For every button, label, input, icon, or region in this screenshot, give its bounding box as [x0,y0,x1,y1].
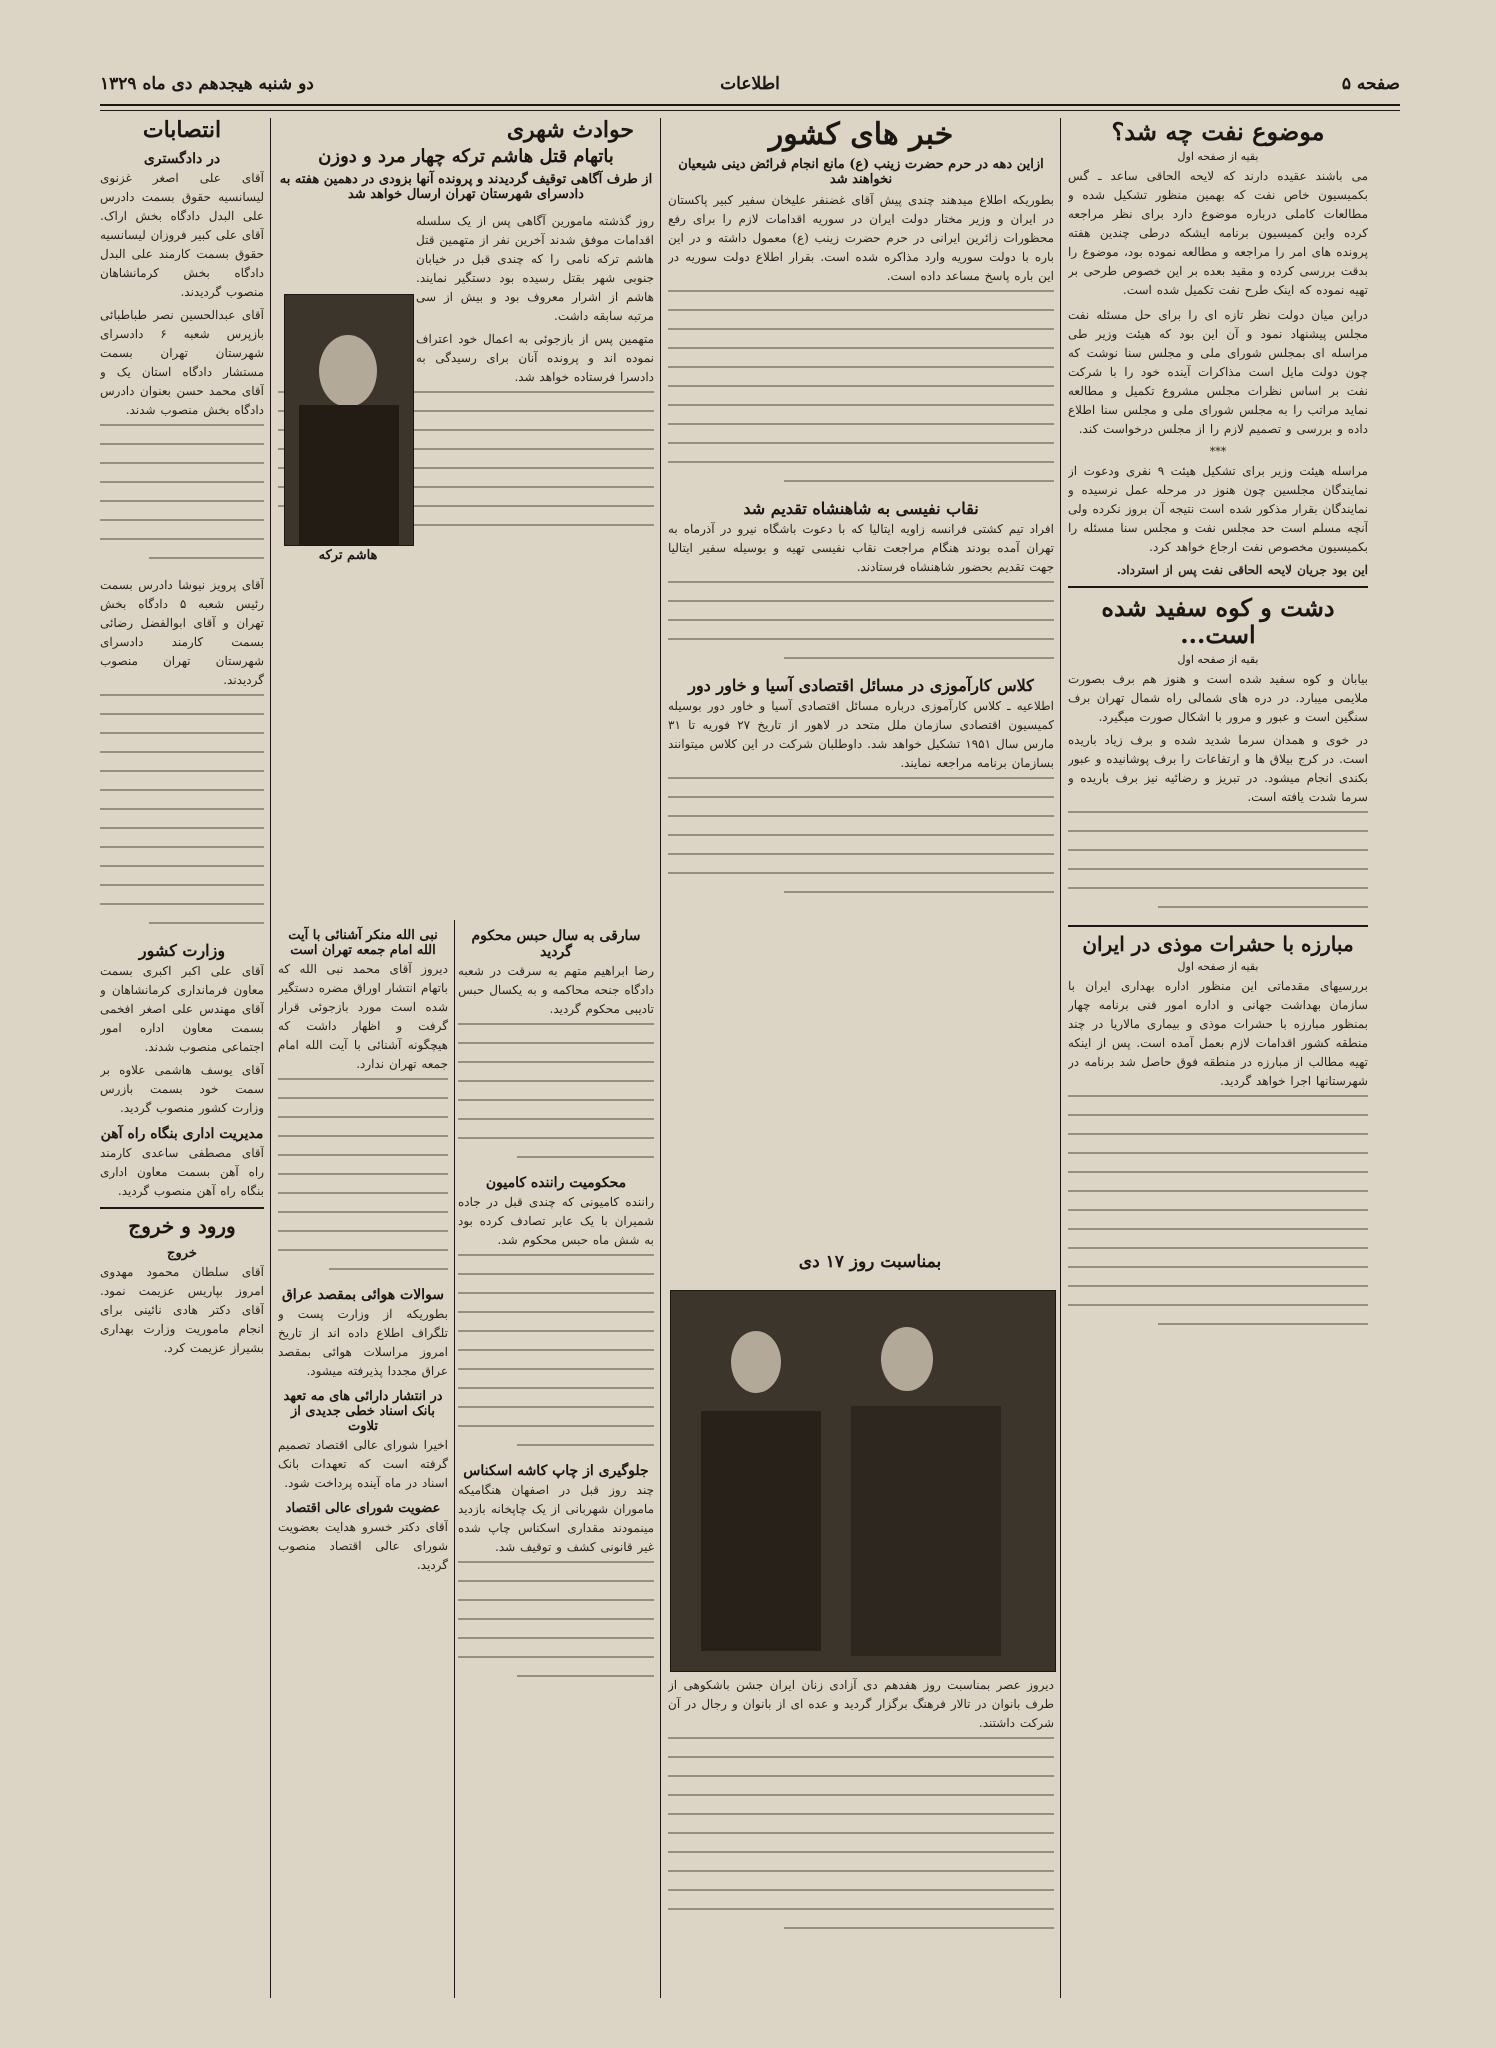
article-closing: این بود جریان لایحه الحاقی نفت پس از استرداد. [1116,562,1368,577]
article-text: اخیرا شورای عالی اقتصاد تصمیم گرفته است که تعهدات بانک اسناد در ماه آینده پرداخت شود. [278,1438,448,1490]
article-sub: بقیه از صفحه اول [1177,149,1259,163]
photo-figure [731,1331,781,1393]
article-text: چند روز قبل در اصفهان هنگامیکه ماموران شهربانی از یک چاپخانه بازدید مینمودند مقداری اسکناس چاپ شده غیر قانونی کشف و توقیف شد. [458,1483,654,1554]
article-text: آقای عبدالحسین نصر طباطبائی بازپرس شعبه ۶ دادسرای شهرستان تهران بسمت مستشار دادگاه استان یک و آقای محمد حسن بعنوان دادرس دادگاه بخش منصوب شدند. [100,308,264,418]
text-lines [1068,1095,1368,1325]
separator: *** [1209,444,1227,458]
text-lines [1068,811,1368,908]
photo-caption: بمناسبت روز ۱۷ دی [798,1252,942,1272]
masthead-rule-thin [100,110,1400,111]
article-text: اطلاعیه ـ کلاس کارآموزی درباره مسائل اقتصادی آسیا و خاور دور بوسیله کمیسیون اقتصادی سازمان ملل متحد در لاهور از تاریخ ۲۷ فوریه تا ۳۱ مارس سال ۱۹۵۱ تشکیل خواهد شد. داوطلبان شرکت در این کلاس میتوانند بسازمان برنامه مراجعه نمایند. [668,698,1054,770]
column-city-news-right [458,920,654,2000]
article-text: دیروز عصر بمناسبت روز هفدهم دی آزادی زنان ایران جشن باشکوهی از طرف بانوان در تالار فرهنگ برگزار گردید و عده ای از بانوان و رجال در آن شرکت داشتند. [668,1678,1054,1730]
article-text: بررسیهای مقدماتی این منظور اداره بهداری ایران با سازمان بهداشت جهانی و اداره امور فنی برنامه چهار بمنظور مبارزه با حشرات موذی و بیماری مالاریا در چند منطقه کشور اقدامات لازم بعمل آمده است. پس از اینکه تهیه مطالب از مبارزه در منطقه فوق حاصل شد برنامه در شهرستانها اجرا خواهد گردید. [1068,978,1368,1088]
article-text: افراد تیم کشتی فرانسه زاویه ایتالیا که با دعوت باشگاه نیرو در آذرماه به تهران آمده بودند هنگام مراجعت نقاب نفیسی تهیه و بوسیله سفیر ایتالیا جهت تقدیم بحضور شاهنشاه فرستادند. [668,521,1054,574]
text-lines [458,1254,654,1446]
text-lines [668,777,1054,893]
article-title: دشت و کوه سفید شده است... [1101,592,1335,650]
column-divider [270,118,271,1998]
text-lines [100,424,264,559]
newspaper-name: اطلاعات [720,74,780,94]
photo-face [319,335,377,407]
article-title: مدیریت اداری بنگاه راه آهن [100,1126,264,1143]
text-lines [278,1078,448,1270]
text-lines [458,1561,654,1677]
article-text: آقای پرویز نیوشا دادرس بسمت رئیس شعبه ۵ دادگاه بخش تهران و آقای ابوالفضل رضائی بسمت کارمند دادسرای شهرستان تهران منصوب گردیدند. [100,578,264,688]
section-title: انتصابات [142,118,222,143]
article-title: سارقی به سال حبس محکوم گردید [471,928,641,960]
text-lines [100,694,264,924]
photo-figure-body [701,1411,821,1651]
article-sub: ازاین دهه در حرم حضرت زینب (ع) مانع انجام فرائض دینی شیعیان نخواهند شد [678,156,1044,187]
masthead-rule [100,104,1400,106]
issue-date: دو شنبه هیجدهم دی ماه ۱۳۲۹ [100,74,314,94]
article-title: وزارت کشور [138,941,226,961]
column-city-news-left [278,920,448,2000]
column-country-news-bottom [668,1676,1054,1996]
article-text: آقای علی اصغر غزنوی لیسانسیه حقوق بسمت دادرس علی البدل دادگاه بخش اراک. آقای علی کبیر فروزان لیسانسیه حقوق بسمت کارمند علی البدل دادگاه بخش کرمانشاهان منصوب گردیدند. [100,171,264,300]
article-title: سوالات هوائی بمقصد عراق [281,1287,445,1303]
column-divider [1060,118,1061,1998]
article-title: باتهام قتل هاشم ترکه چهار مرد و دوزن [318,146,614,168]
article-text: دیروز آقای محمد نبی الله که باتهام انتشار اوراق مضره دستگیر شده است مورد بازجوئی قرار گرفت و اظهار داشت که هیچگونه آشنائی با آیت الله امام جمعه تهران ندارد. [278,962,448,1071]
article-text: متهمین پس از بازجوئی به اعمال خود اعتراف نموده اند و پرونده آنان برای رسیدگی به دادسرا فرستاده خواهد شد. [416,331,654,384]
article-sub: در دادگستری [143,151,221,168]
article-title: محکومیت راننده کامیون [485,1175,627,1191]
article-title: نقاب نفیسی به شاهنشاه تقدیم شد [743,498,979,518]
article-text: رضا ابراهیم متهم به سرقت در شعبه دادگاه جنحه محاکمه و به یکسال حبس تادیبی محکوم گردید. [458,964,654,1016]
section-rule [100,1207,264,1209]
photo-figure [881,1327,933,1391]
article-text: آقای یوسف هاشمی علاوه بر سمت خود بسمت بازرس وزارت کشور منصوب گردید. [100,1063,264,1116]
section-rule [1068,925,1368,927]
article-title: نبی الله منکر آشنائی با آیت الله امام جمعه تهران است [288,928,438,958]
photo-figure-body [851,1406,1001,1656]
text-lines [668,290,1054,482]
article-text: مراسله هیئت وزیر برای تشکیل هیئت ۹ نفری ودعوت از نمایندگان مجلسین چون هنوز در مرحله عمل نرسیده و نمایندگان بقرار مذکور شده است نتیجه آن بروز نکرده ولی آنچه مسلم است حد مجلس نفت و مجلس سنا مسئله را بکمیسیون مخصوص نفت ارجاع خواهد کرد. [1068,463,1368,554]
article-title: در انتشار دارائی های مه تعهد بانک اسناد خطی جدیدی از تلاوت [283,1389,443,1434]
text-lines [668,1737,1054,1929]
article-text: دراین میان دولت نظر تازه ای را برای حل مسئله نفت مجلس پیشنهاد نمود و آن این بود که هیئت وزیر طی مراسله ای بمجلس شورای ملی و مجلس سنا نوشت که چون دولت مایل است مذاکرات آینده خود را با شرکت نفت بر اساس نظرات مجلس مشروع تکمیل و مطالعه نماید مراتب را به مجلس شورای ملی و مجلس سنا اطلاع داده و بررسی و تصمیم لازم را از مجلس درخواست کند. [1068,307,1368,436]
column-divider [454,920,455,1998]
article-title: موضوع نفت چه شد؟ [1111,118,1325,146]
article-text: آقای علی اکبر اکبری بسمت معاون فرمانداری کرمانشاهان و آقای مهندس علی اصغر افخمی بسمت معاون اداره امور اجتماعی منصوب شدند. [100,964,264,1055]
article-text: روز گذشته مامورین آگاهی پس از یک سلسله اقدامات موفق شدند آخرین نفر از متهمین قتل هاشم ترکه نامی را که چندی قبل در خیابان جنوبی شهر بقتل رسیده بود دستگیر نمایند. هاشم از اشرار معروف بود و بیش از سی مرتبه سابقه داشت. [416,213,654,323]
photo-caption: هاشم ترکه [318,548,378,563]
article-text: بطوریکه از وزارت پست و تلگراف اطلاع داده اند از تاریخ امروز مراسلات هوائی بمقصد عراق مجددا پذیرفته میشود. [278,1307,448,1378]
article-text: بیابان و کوه سفید شده است و هنوز هم برف بصورت ملایمی میبارد. در دره های شمالی راه شمال تهران برف سنگین است و عبور و مرور با اشکال صورت میگیرد. [1068,671,1368,724]
article-text: می باشند عقیده دارند که لایحه الحاقی ساعد ـ گس بکمیسیون خاص نفت که بهمین منظور تشکیل شده و مطالعات کاملی درباره موضوع دارد برای نظر مراجعه کرده واین کمیسیون برنامه ایشکه درطی چندین هفته پرونده های امر را مراجعه و مطالعه نموده بود، موضوع را بدقت بررسی کرده و مقید بعده بر این خصوص طرحی بر تهیه نموده که اینک طرح نفت تکمیل شده است. [1068,168,1368,297]
article-title: عضویت شورای عالی اقتصاد [285,1501,441,1516]
article-title: کلاس کارآموزی در مسائل اقتصادی آسیا و خاور دور [688,675,1034,695]
article-sub: خروج [167,1246,197,1262]
photo-body [299,405,399,545]
article-text: بطوریکه اطلاع میدهند چندی پیش آقای غضنفر علیخان سفیر کبیر پاکستان در ایران و وزیر مختار دولت ایران در سوریه اقدامات لازم را برای رفع محظورات زائرین ایرانی در حرم حضرت زینب (ع) معمول داشته و در این باره با دولت سوریه وارد مذاکره شده است. بقرار اطلاع دولت سوریه در این باره پاسخ مساعد داده است. [668,192,1054,283]
text-lines [458,1023,654,1158]
section-title: ورود و خروج [128,1214,236,1239]
article-text: آقای دکتر خسرو هدایت بعضویت شورای عالی اقتصاد منصوب گردید. [278,1520,448,1572]
article-text: راننده کامیونی که چندی قبل در جاده شمیران با یک عابر تصادف کرده بود به شش ماه حبس محکوم شد. [458,1195,654,1247]
article-sub: از طرف آگاهی توقیف گردیدند و پرونده آنها بزودی در دهمین هفته به دادسرای شهرستان تهران ارسال خواهد شد [279,171,653,202]
article-text: در خوی و همدان سرما شدید شده و برف زیاد باریده است. در کرج بیلاق ها و ارتفاعات را برف پوشانیده و عبور بکندی انجام میشود. در تبریز و رضائیه نیز برف باریده و سرما شدت یافته است. [1068,732,1368,804]
column-appointments [100,118,264,1998]
article-title: مبارزه با حشرات موذی در ایران [1082,931,1354,956]
article-text: آقای سلطان محمود مهدوی امروز بپاریس عزیمت نمود. آقای دکتر هادی نائینی برای انجام ماموریت وزارت بهداری بشیراز عزیمت کرد. [100,1265,264,1356]
article-title: جلوگیری از چاپ کاشه اسکناس [463,1463,649,1479]
column-oil [1068,118,1368,1998]
photo-hashem [284,294,414,546]
article-sub: بقیه از صفحه اول [1177,652,1259,666]
section-rule [1068,586,1368,588]
column-divider [660,118,661,1998]
photo-women [670,1290,1056,1672]
section-title: حوادث شهری [506,118,634,143]
masthead [100,74,1400,100]
article-title: خبر های کشور [768,118,954,152]
text-lines [668,581,1054,659]
page-number: صفحه ۵ [1341,74,1400,94]
article-sub: بقیه از صفحه اول [1177,959,1259,973]
article-text: آقای مصطفی ساعدی کارمند راه آهن بسمت معاون اداری بنگاه راه آهن منصوب گردید. [100,1146,264,1199]
